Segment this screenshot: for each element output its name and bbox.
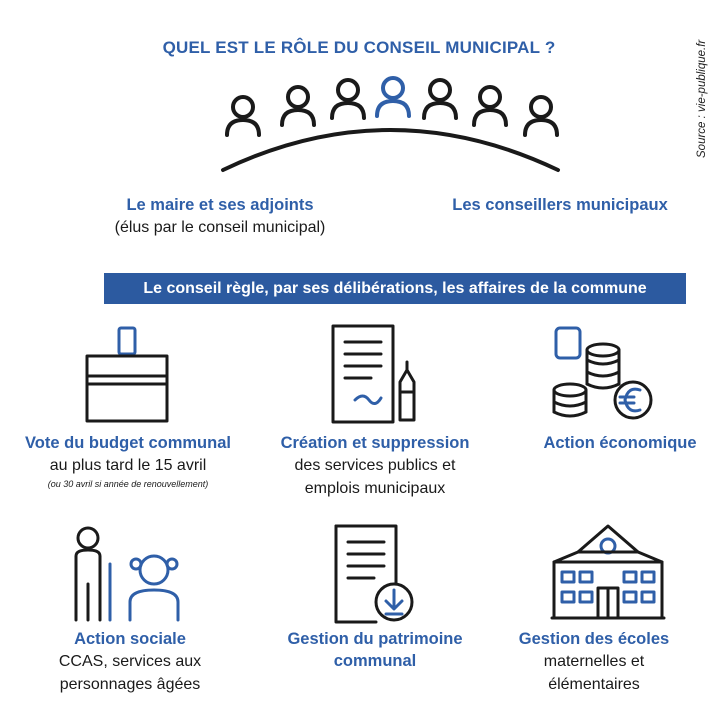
card-patrimoine-title: Gestion du patrimoine xyxy=(287,630,463,648)
council-person-2 xyxy=(282,87,314,125)
group-mayor-adjoints xyxy=(100,194,340,239)
ballot-box-icon xyxy=(82,326,172,426)
council-person-5 xyxy=(424,80,456,118)
card-patrimoine xyxy=(255,628,495,672)
elder-child-icon xyxy=(68,524,198,624)
group-left-title: Le maire et ses adjoints xyxy=(126,196,314,214)
card-social-line2: personnages âgées xyxy=(59,676,201,693)
card-ecoles-title: Gestion des écoles xyxy=(518,630,670,648)
card-patrimoine-title2: communal xyxy=(333,652,417,670)
card-budget-title: Vote du budget communal xyxy=(25,434,231,452)
card-ecoles-line1: maternelles et xyxy=(543,653,645,670)
council-people-icon xyxy=(215,75,565,185)
card-ecoles xyxy=(474,628,714,696)
card-services-title: Création et suppression xyxy=(280,434,470,452)
card-social xyxy=(10,628,250,696)
page-title: QUEL EST LE RÔLE DU CONSEIL MUNICIPAL ? xyxy=(162,38,556,57)
council-person-7 xyxy=(525,97,557,135)
card-budget-note: (ou 30 avril si année de renouvellement) xyxy=(47,479,209,489)
group-left-subtitle: (élus par le conseil municipal) xyxy=(114,219,326,236)
group-right-title: Les conseillers municipaux xyxy=(452,196,668,214)
card-economy-title: Action économique xyxy=(543,434,697,452)
document-pen-icon xyxy=(325,322,420,427)
source-credit: Source : vie-publique.fr xyxy=(696,40,708,159)
card-budget-line1: au plus tard le 15 avril xyxy=(49,457,207,474)
card-social-title: Action sociale xyxy=(74,630,186,648)
card-social-line1: CCAS, services aux xyxy=(58,653,202,670)
card-services-line2: emplois municipaux xyxy=(304,480,446,497)
card-budget xyxy=(8,432,248,491)
council-arc xyxy=(223,130,558,170)
card-services xyxy=(255,432,495,500)
card-ecoles-line2: élémentaires xyxy=(548,676,640,693)
school-icon xyxy=(548,522,668,622)
council-person-mayor xyxy=(377,78,409,116)
card-services-line1: des services publics et xyxy=(294,457,456,474)
coins-euro-icon xyxy=(548,322,658,427)
group-councillors xyxy=(430,194,690,216)
council-person-1 xyxy=(227,97,259,135)
role-banner: Le conseil règle, par ses délibérations, les affaires de la commune xyxy=(104,273,686,304)
document-download-icon xyxy=(328,522,418,627)
card-economy xyxy=(500,432,718,454)
council-person-3 xyxy=(332,80,364,118)
council-person-6 xyxy=(474,87,506,125)
